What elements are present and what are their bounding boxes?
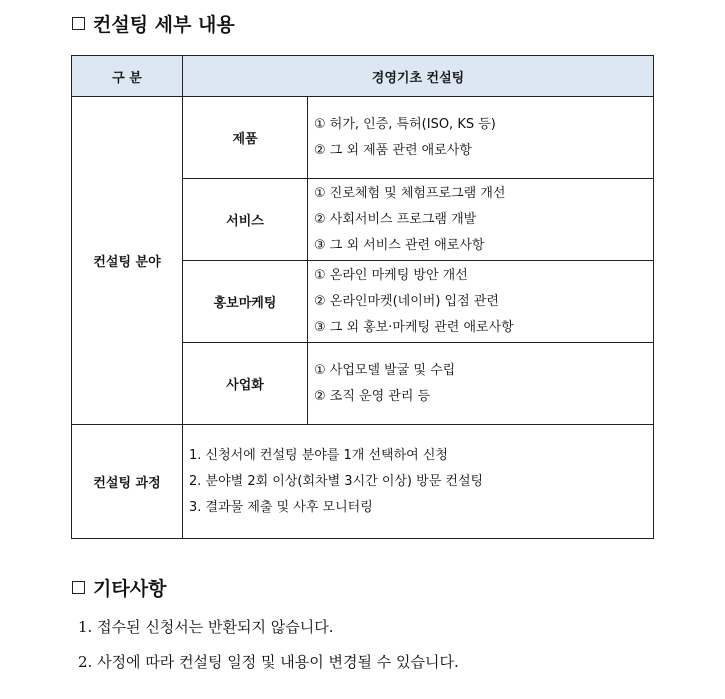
category-commercialization: 사업화 — [183, 343, 308, 425]
note-item: 2. 사정에 따라 컨설팅 일정 및 내용이 변경될 수 있습니다. — [78, 653, 459, 671]
list-item: ③ 그 외 서비스 관련 애로사항 — [314, 237, 485, 253]
category-product-items — [308, 97, 654, 179]
process-label: 컨설팅 과정 — [72, 425, 183, 539]
section-heading-other — [72, 574, 166, 601]
process-items — [183, 425, 654, 539]
category-product: 제품 — [183, 97, 308, 179]
list-item: ② 사회서비스 프로그램 개발 — [314, 211, 477, 227]
header-category: 구 분 — [72, 56, 183, 97]
list-item: 1. 신청서에 컨설팅 분야를 1개 선택하여 신청 — [189, 447, 448, 463]
category-service: 서비스 — [183, 179, 308, 261]
consulting-table — [71, 55, 654, 539]
list-item: ① 진로체험 및 체험프로그램 개선 — [314, 185, 506, 201]
note-item: 1. 접수된 신청서는 반환되지 않습니다. — [78, 618, 334, 636]
list-item: ② 조직 운영 관리 등 — [314, 388, 431, 404]
category-commercialization-items — [308, 343, 654, 425]
list-item: ② 온라인마켓(네이버) 입점 관련 — [314, 293, 499, 309]
category-service-items — [308, 179, 654, 261]
header-consulting: 경영기초 컨설팅 — [183, 56, 654, 97]
list-item: 3. 결과물 제출 및 사후 모니터링 — [189, 499, 373, 515]
checkbox-square-icon — [72, 17, 85, 30]
section-heading-details — [72, 10, 235, 37]
section-title: 기타사항 — [93, 578, 167, 600]
category-marketing: 홍보마케팅 — [183, 261, 308, 343]
section-title: 컨설팅 세부 내용 — [93, 14, 235, 36]
list-item: ① 사업모델 발굴 및 수립 — [314, 362, 456, 378]
category-marketing-items — [308, 261, 654, 343]
field-label: 컨설팅 분야 — [72, 97, 183, 425]
list-item: ① 허가, 인증, 특허(ISO, KS 등) — [314, 116, 496, 132]
list-item: ① 온라인 마케팅 방안 개선 — [314, 267, 468, 283]
list-item: ③ 그 외 홍보·마케팅 관련 애로사항 — [314, 319, 514, 335]
list-item: ② 그 외 제품 관련 애로사항 — [314, 142, 472, 158]
list-item: 2. 분야별 2회 이상(회차별 3시간 이상) 방문 컨설팅 — [189, 473, 484, 489]
checkbox-square-icon — [72, 581, 85, 594]
